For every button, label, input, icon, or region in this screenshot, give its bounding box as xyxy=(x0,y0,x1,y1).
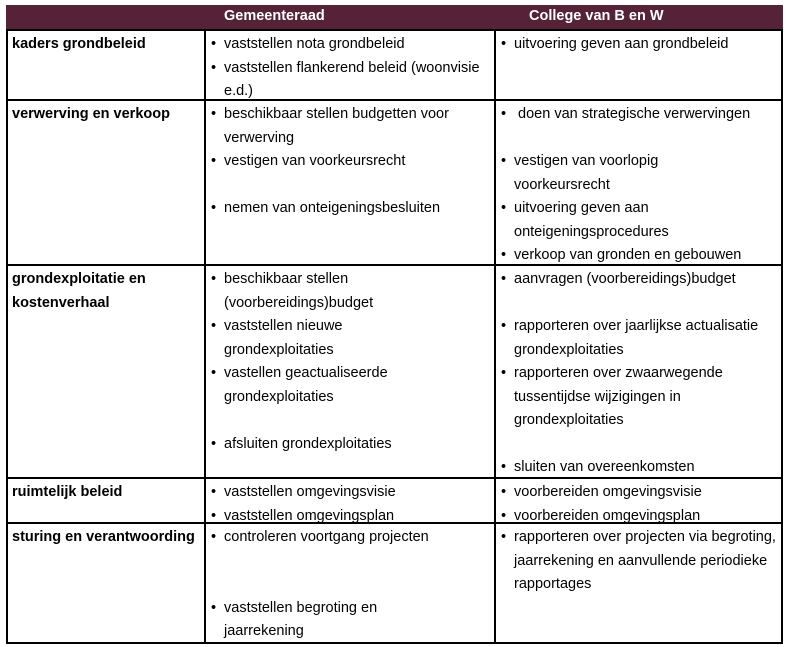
row-category: ruimtelijk beleid xyxy=(8,479,206,522)
gemeenteraad-cell xyxy=(206,266,496,477)
list-item: • rapporteren over zwaarwegende tussentijdse wijzigingen in grondexploitaties xyxy=(500,362,749,433)
table-row xyxy=(8,29,781,99)
gemeenteraad-cell xyxy=(206,31,496,99)
list-item: • uitvoering geven aan grondbeleid xyxy=(500,33,777,57)
table-row xyxy=(8,264,781,477)
gemeenteraad-cell xyxy=(206,479,496,522)
list-item: • vastellen geactualiseerde grondexploitaties xyxy=(210,362,394,409)
list-item: • beschikbaar stellen budgetten voor verwerving xyxy=(210,103,490,150)
row-category: verwerving en verkoop xyxy=(8,101,206,264)
list-item: • aanvragen (voorbereidings)budget xyxy=(500,268,777,292)
gemeenteraad-cell xyxy=(206,524,496,642)
list-item: • vaststellen omgevingsplan xyxy=(210,505,490,529)
college-cell xyxy=(496,101,781,264)
list-item: • sluiten van overeenkomsten xyxy=(500,456,777,480)
list-item: • voorbereiden omgevingsplan xyxy=(500,505,777,529)
header-gemeenteraad: Gemeenteraad xyxy=(224,8,325,24)
list-item: • afsluiten grondexploitaties xyxy=(210,433,490,457)
list-item: • vaststellen begroting en jaarrekening xyxy=(210,597,399,644)
table-header xyxy=(6,5,783,29)
list-item: • rapporteren over jaarlijkse actualisatie grondexploitaties xyxy=(500,315,759,362)
list-item: • voorbereiden omgevingsvisie xyxy=(500,481,777,505)
list-item: • uitvoering geven aan onteigeningsprocedures xyxy=(500,197,694,244)
list-item: • controleren voortgang projecten xyxy=(210,526,490,550)
row-category: sturing en verantwoording xyxy=(8,524,206,642)
list-item: • vaststellen nota grondbeleid xyxy=(210,33,490,57)
list-item: • vaststellen flankerend beleid (woonvisie e.d.) xyxy=(210,57,490,104)
list-item: • vestigen van voorlopig voorkeursrecht xyxy=(500,150,664,197)
college-cell xyxy=(496,31,781,99)
list-item: • vaststellen nieuwe grondexploitaties xyxy=(210,315,364,362)
list-item: • vestigen van voorkeursrecht xyxy=(210,150,490,174)
header-college: College van B en W xyxy=(529,8,664,24)
college-cell xyxy=(496,479,781,522)
table-body xyxy=(6,29,783,644)
list-item: • rapporteren over projecten via begroting, jaarrekening en aanvullende periodieke rapportages xyxy=(500,526,777,597)
list-item: • nemen van onteigeningsbesluiten xyxy=(210,197,490,221)
row-category: kaders grondbeleid xyxy=(8,31,206,99)
college-cell xyxy=(496,266,781,477)
list-item: • doen van strategische verwervingen xyxy=(500,103,777,127)
list-item: • beschikbaar stellen (voorbereidings)budget xyxy=(210,268,384,315)
responsibility-table xyxy=(6,5,783,644)
list-item: • vaststellen omgevingsvisie xyxy=(210,481,490,505)
list-item: • verkoop van gronden en gebouwen xyxy=(500,244,777,268)
table-row xyxy=(8,99,781,264)
college-cell xyxy=(496,524,781,642)
table-row xyxy=(8,477,781,522)
row-category: grondexploitatie en kostenverhaal xyxy=(8,266,206,477)
table-row xyxy=(8,522,781,642)
gemeenteraad-cell xyxy=(206,101,496,264)
